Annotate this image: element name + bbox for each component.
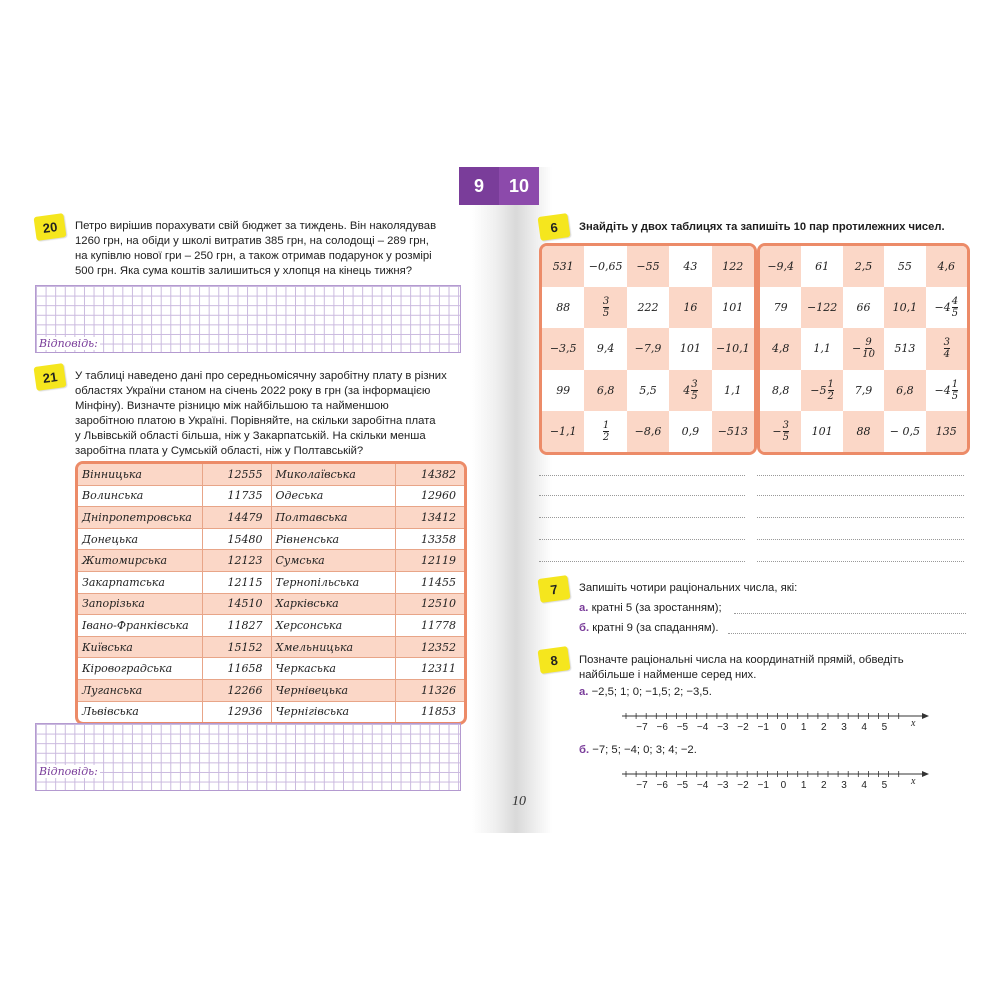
- region-name-cell: Чернівецька: [272, 680, 397, 701]
- task-7-text: Запишіть чотири раціональних числа, які:: [579, 582, 798, 594]
- axis-arrow: [922, 771, 929, 777]
- region-name-cell: Луганська: [78, 680, 203, 701]
- axis-tick-label: 4: [861, 722, 867, 733]
- task-21-line: заробітною платою в Україні. Порівняйте, на скільки заробітна плата: [75, 415, 436, 427]
- task-21-line: областях України станом на січень 2022 року в грн (за інформацією: [75, 385, 431, 397]
- region-name-cell: Київська: [78, 637, 203, 658]
- number-cell: −9,4: [760, 246, 801, 287]
- axis-tick-label: −7: [636, 722, 648, 733]
- axis-tick-label: −7: [636, 780, 648, 791]
- answer-line[interactable]: [539, 561, 745, 562]
- item-letter: а.: [579, 686, 589, 698]
- number-table-2: [757, 243, 970, 455]
- number-cell: −3,5: [542, 328, 584, 369]
- item-letter: б.: [579, 622, 590, 634]
- answer-line[interactable]: [539, 517, 745, 518]
- region-name-cell: Харківська: [272, 594, 397, 615]
- salary-value-cell: 11827: [203, 615, 272, 636]
- region-name-cell: Кіровоградська: [78, 658, 203, 679]
- task-21-answer-label: Відповідь:: [39, 765, 98, 778]
- number-cell: 4 3 5: [669, 370, 711, 411]
- axis-tick-label: −5: [676, 780, 689, 791]
- axis-tick-label: −2: [737, 780, 749, 791]
- region-name-cell: Миколаївська: [272, 464, 397, 485]
- item-text: кратні 9 (за спаданням).: [592, 622, 719, 634]
- answer-line[interactable]: [757, 539, 964, 540]
- number-cell: 6,8: [884, 370, 925, 411]
- axis-tick-label: −6: [656, 780, 668, 791]
- number-cell: − $\frac{9}{10}$: [843, 328, 884, 369]
- number-cell: 1,1: [813, 342, 831, 356]
- salary-value-cell: 13412: [421, 510, 456, 524]
- answer-line[interactable]: [539, 539, 745, 540]
- table-row: [78, 529, 464, 551]
- region-name-cell: Вінницька: [78, 464, 203, 485]
- item-text: кратні 5 (за зростанням);: [591, 602, 722, 614]
- axis-tick-label: 5: [881, 722, 888, 733]
- task-21-badge: 21: [33, 363, 66, 391]
- answer-line[interactable]: [734, 613, 966, 614]
- table-row: [78, 594, 464, 616]
- table-row: [78, 507, 464, 529]
- task-20-line: 500 грн. Яка сума коштів залишиться у хлопця на кінець тижня?: [75, 265, 413, 277]
- task-20-text: [75, 219, 465, 279]
- salary-value-cell: 12123: [203, 550, 272, 571]
- number-cell: −7,9: [627, 328, 669, 369]
- number-cell: −8,6: [627, 411, 669, 452]
- axis-tick-label: 5: [881, 780, 888, 791]
- task-8-badge: 8: [537, 646, 570, 674]
- region-name-cell: Чернігівська: [272, 702, 397, 723]
- axis-tick-label: −4: [696, 780, 709, 791]
- salary-value-cell: 15480: [203, 529, 272, 550]
- salary-value-cell: 11658: [203, 658, 272, 679]
- number-cell: 99: [556, 383, 571, 397]
- axis-tick-label: −4: [696, 722, 709, 733]
- region-name-cell: Сумська: [272, 550, 397, 571]
- number-cell: 16: [669, 287, 711, 328]
- salary-value-cell: 12510: [421, 597, 456, 611]
- task-6-text: Знайдіть у двох таблицях та запишіть 10 пар протилежних чисел.: [579, 221, 945, 233]
- task-8-item-a: [579, 685, 712, 700]
- number-cell: 55: [897, 260, 912, 274]
- number-cell: −4 4 5: [934, 296, 959, 320]
- number-cell: 88: [556, 301, 571, 315]
- number-cell: −10,1: [712, 328, 754, 369]
- number-cell: −55: [627, 246, 669, 287]
- axis-tick-label: 4: [861, 780, 867, 791]
- number-cell: 5,5: [639, 383, 657, 397]
- task-7-item-a: [579, 601, 722, 616]
- answer-line[interactable]: [757, 495, 964, 496]
- task-20-badge: 20: [33, 213, 66, 241]
- number-line-b[interactable]: [622, 765, 932, 795]
- number-cell: 8,8: [771, 383, 790, 397]
- region-name-cell: Львівська: [78, 702, 203, 723]
- number-cell: 9,4: [596, 342, 615, 356]
- axis-tick-label: −5: [676, 722, 689, 733]
- item-text: −2,5; 1; 0; −1,5; 2; −3,5.: [591, 686, 712, 698]
- task-7-badge: 7: [537, 575, 570, 603]
- table-row: [78, 637, 464, 659]
- number-cell: −0,65: [588, 260, 623, 274]
- salary-value-cell: 11455: [421, 575, 456, 589]
- number-cell: 3 4: [926, 328, 967, 369]
- region-name-cell: Черкаська: [272, 658, 397, 679]
- region-name-cell: Івано-Франківська: [78, 615, 203, 636]
- task-8-item-b: [579, 743, 697, 758]
- axis-label: x: [911, 776, 916, 787]
- number-cell: 10,1: [884, 287, 925, 328]
- number-cell: 66: [856, 301, 871, 315]
- number-cell: − 0,5: [889, 424, 920, 438]
- axis-tick-label: −1: [757, 780, 769, 791]
- axis-tick-label: 2: [821, 722, 827, 733]
- axis-tick-label: −6: [656, 722, 668, 733]
- table-row: [78, 550, 464, 572]
- axis-tick-label: −1: [757, 722, 769, 733]
- task-21-text: [75, 369, 465, 459]
- number-cell: 3 5: [584, 287, 626, 328]
- number-cell: 43: [683, 260, 698, 274]
- axis-tick-label: −3: [717, 780, 729, 791]
- right-page-number: 10: [512, 794, 526, 809]
- salary-value-cell: 12119: [421, 554, 456, 568]
- number-cell: −122: [801, 287, 842, 328]
- axis-tick-label: 2: [821, 780, 827, 791]
- salary-value-cell: 14382: [421, 467, 456, 481]
- task-20-answer-label: Відповідь:: [39, 337, 98, 350]
- task-8-text: [579, 653, 904, 683]
- salary-value-cell: 12266: [203, 680, 272, 701]
- number-cell: 61: [815, 260, 830, 274]
- table-row: [78, 615, 464, 637]
- region-name-cell: Одеська: [272, 486, 397, 507]
- salary-value-cell: 12311: [421, 662, 456, 676]
- number-table-1: [539, 243, 757, 455]
- salary-table: [75, 461, 467, 725]
- table-row: [78, 486, 464, 508]
- answer-line[interactable]: [728, 633, 966, 634]
- right-page-tab: 10: [499, 167, 539, 205]
- number-cell: 0,9: [681, 424, 700, 438]
- item-letter: а.: [579, 602, 589, 614]
- number-cell: 88: [843, 411, 884, 452]
- number-line-a[interactable]: [622, 707, 932, 737]
- number-cell: − $\frac{3}{5}$: [760, 411, 801, 452]
- salary-value-cell: 13358: [421, 532, 456, 546]
- task-6-badge: 6: [537, 213, 570, 241]
- answer-line[interactable]: [757, 517, 964, 518]
- task-20-line: 1260 грн, на обіди у школі витратив 385 грн, на солодощі – 289 грн,: [75, 235, 429, 247]
- right-page: [522, 167, 980, 833]
- task-21-line: заробітна плата у Сумській області, ніж у Полтавській?: [75, 445, 364, 457]
- answer-line[interactable]: [757, 475, 964, 476]
- task-8-line: найбільше і найменше серед них.: [579, 669, 757, 681]
- region-name-cell: Дніпропетровська: [78, 507, 203, 528]
- table-row: [78, 572, 464, 594]
- region-name-cell: Полтавська: [272, 507, 397, 528]
- task-20-line: на купівлю нової гри – 250 грн, а також отримав подарунок у розмірі: [75, 250, 432, 262]
- number-cell: −5 1 2: [801, 370, 842, 411]
- axis-tick-label: −2: [737, 722, 749, 733]
- salary-value-cell: 12960: [421, 489, 456, 503]
- salary-value-cell: 12936: [203, 702, 272, 723]
- table-row: [78, 658, 464, 680]
- number-cell: 4,8: [760, 328, 801, 369]
- salary-value-cell: 12555: [203, 464, 272, 485]
- number-cell: 101: [722, 301, 744, 315]
- region-name-cell: Тернопільська: [272, 572, 397, 593]
- axis-tick-label: 1: [800, 780, 807, 791]
- number-cell: −513: [712, 411, 754, 452]
- region-name-cell: Хмельницька: [272, 637, 397, 658]
- axis-tick-label: 3: [841, 722, 847, 733]
- answer-line[interactable]: [539, 475, 745, 476]
- axis-tick-label: 0: [780, 780, 787, 791]
- salary-value-cell: 11778: [421, 618, 456, 632]
- answer-line[interactable]: [757, 561, 964, 562]
- salary-value-cell: 12352: [421, 640, 456, 654]
- number-cell: 1 2: [602, 419, 610, 443]
- axis-tick-label: 0: [780, 722, 787, 733]
- task-7-item-b: [579, 621, 719, 636]
- task-21-line: Мінфіну). Визначте різницю між найбільшою та найменшою: [75, 400, 389, 412]
- task-8-line: Позначте раціональні числа на координатній прямій, обведіть: [579, 654, 904, 666]
- region-name-cell: Закарпатська: [78, 572, 203, 593]
- number-cell: 513: [894, 342, 916, 356]
- item-letter: б.: [579, 744, 590, 756]
- salary-value-cell: 11853: [421, 705, 456, 719]
- region-name-cell: Донецька: [78, 529, 203, 550]
- table-row: [78, 702, 464, 723]
- number-cell: −1,1: [542, 411, 584, 452]
- number-cell: 122: [712, 246, 754, 287]
- number-cell: 1,1: [724, 383, 742, 397]
- task-21-answer-grid[interactable]: [35, 723, 461, 791]
- region-name-cell: Рівненська: [272, 529, 397, 550]
- salary-value-cell: 15152: [203, 637, 272, 658]
- axis-tick-label: 3: [841, 780, 847, 791]
- textbook-spread: [17, 167, 980, 833]
- number-cell: 4,6: [926, 246, 967, 287]
- number-cell: 101: [811, 424, 833, 438]
- answer-line[interactable]: [539, 495, 745, 496]
- number-cell: 101: [679, 342, 701, 356]
- task-21-line: у Львівській області більша, ніж у Закарпатській. На скільки менша: [75, 430, 426, 442]
- salary-value-cell: 12115: [203, 572, 272, 593]
- left-page-tab: 9: [459, 167, 499, 205]
- region-name-cell: Житомирська: [78, 550, 203, 571]
- region-name-cell: Запорізька: [78, 594, 203, 615]
- axis-tick-label: −3: [717, 722, 729, 733]
- salary-value-cell: 14510: [203, 594, 272, 615]
- axis-arrow: [922, 713, 929, 719]
- salary-value-cell: 14479: [203, 507, 272, 528]
- salary-value-cell: 11326: [421, 683, 456, 697]
- axis-label: x: [911, 718, 916, 729]
- number-cell: 79: [773, 301, 788, 315]
- region-name-cell: Волинська: [78, 486, 203, 507]
- table-row: [78, 680, 464, 702]
- number-cell: 6,8: [584, 370, 626, 411]
- item-text: −7; 5; −4; 0; 3; 4; −2.: [592, 744, 697, 756]
- region-name-cell: Херсонська: [272, 615, 397, 636]
- number-cell: −4 1 5: [934, 378, 959, 402]
- salary-value-cell: 11735: [203, 486, 272, 507]
- axis-tick-label: 1: [800, 722, 807, 733]
- table-row: [78, 464, 464, 486]
- number-cell: 135: [926, 411, 967, 452]
- task-20-line: Петро вирішив порахувати свій бюджет за тиждень. Він наколядував: [75, 220, 437, 232]
- left-page: [17, 167, 475, 833]
- task-21-line: У таблиці наведено дані про середньомісячну заробітну плату в різних: [75, 370, 447, 382]
- number-cell: 7,9: [854, 383, 873, 397]
- number-cell: 531: [542, 246, 584, 287]
- number-cell: 2,5: [843, 246, 884, 287]
- number-cell: 222: [637, 301, 659, 315]
